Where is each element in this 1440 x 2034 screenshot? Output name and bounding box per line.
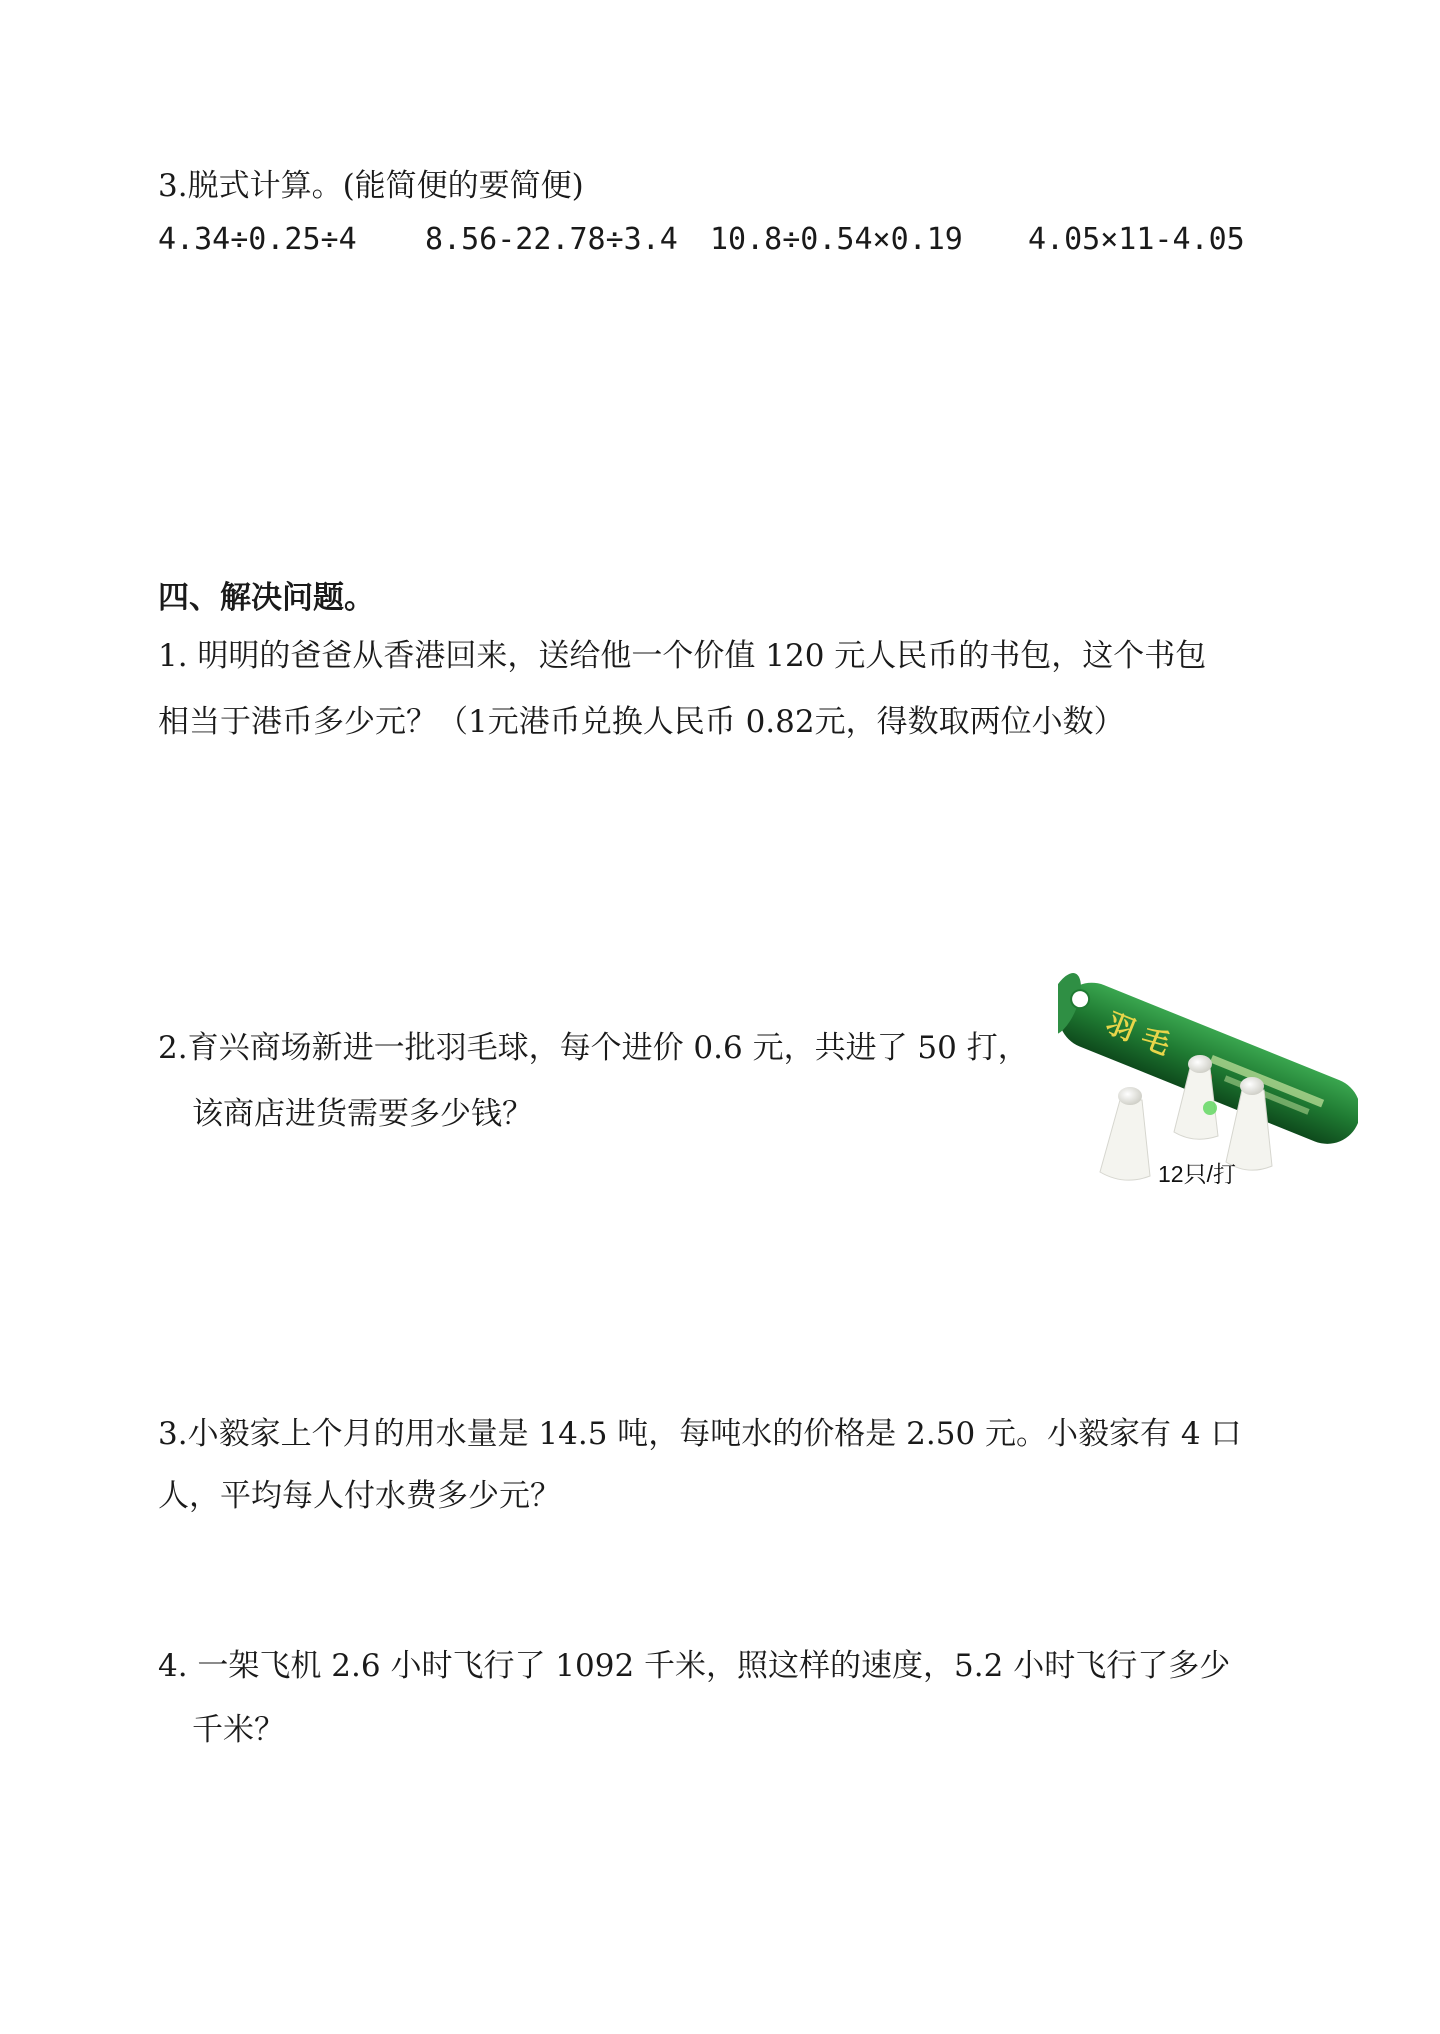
question-3-line-1: 3.小毅家上个月的用水量是 14.5 吨，每吨水的价格是 2.50 元。小毅家有 4 口 <box>158 1416 1242 1452</box>
expression-4: 4.05×11-4.05 <box>1028 222 1245 257</box>
svg-text:羽 毛: 羽 毛 <box>1101 1006 1175 1062</box>
question-3-line-2: 人，平均每人付水费多少元？ <box>158 1478 561 1514</box>
expression-2: 8.56-22.78÷3.4 <box>425 222 678 257</box>
expression-3: 10.8÷0.54×0.19 <box>710 222 963 257</box>
expression-1: 4.34÷0.25÷4 <box>158 222 357 257</box>
question-4-line-1: 4. 一架飞机 2.6 小时飞行了 1092 千米，照这样的速度，5.2 小时飞行了多少 <box>158 1648 1231 1684</box>
question-1-line-2: 相当于港币多少元？（1元港币兑换人民币 0.82元，得数取两位小数） <box>158 704 1125 740</box>
image-caption: 12只/打 <box>1158 1161 1236 1187</box>
question-1-line-1: 1. 明明的爸爸从香港回来，送给他一个价值 120 元人民币的书包，这个书包 <box>158 638 1207 674</box>
question-2-line-1: 2.育兴商场新进一批羽毛球，每个进价 0.6 元，共进了 50 打， <box>158 1030 1029 1066</box>
question-2-line-2: 该商店进货需要多少钱？ <box>192 1096 533 1132</box>
section3-title: 3.脱式计算。(能简便的要简便) <box>158 168 584 204</box>
section4-heading: 四、解决问题。 <box>158 580 375 616</box>
question-4-line-2: 千米？ <box>192 1712 285 1748</box>
